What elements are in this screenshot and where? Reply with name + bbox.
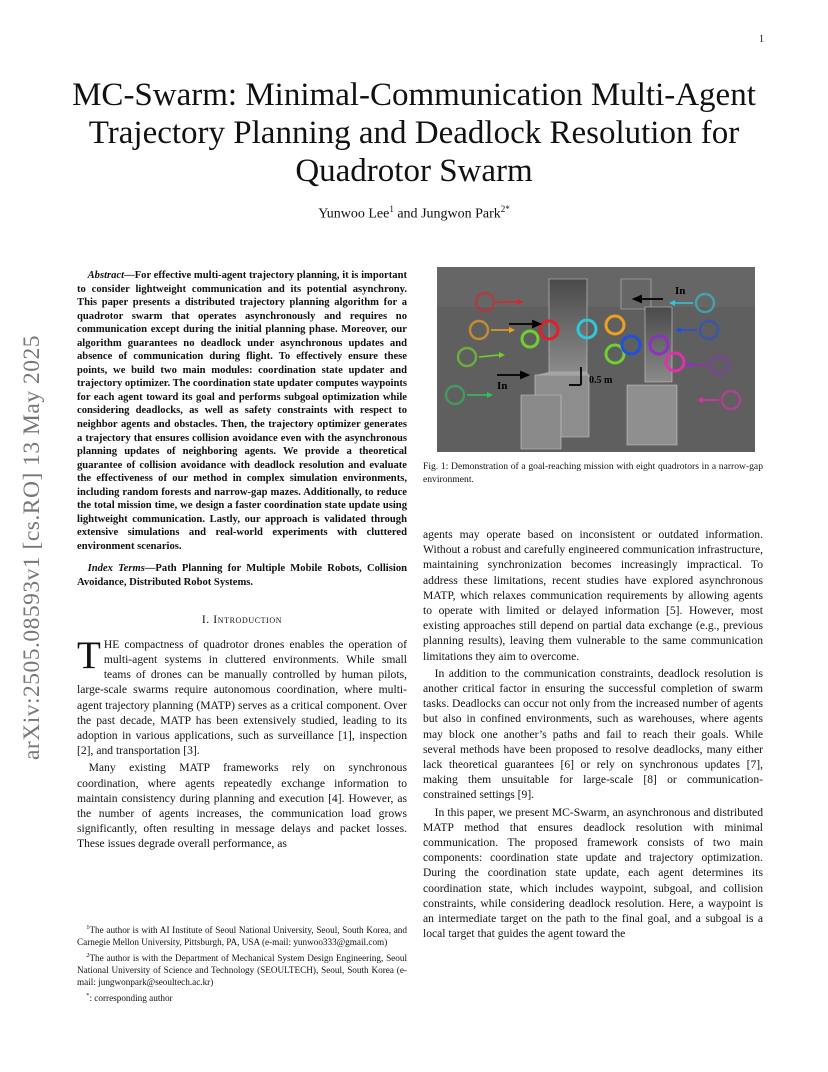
abstract-label: Abstract (87, 270, 125, 281)
figure-caption: Fig. 1: Demonstration of a goal-reaching mission with eight quadrotors in a narrow-gap environment. (423, 461, 763, 485)
drop-cap: T (77, 633, 101, 677)
footnote-text: The author is with AI Institute of Seoul National University, Seoul, South Korea, and Carnegie Mellon University, Pittsburgh, PA, USA (e-mail: yunwoo333@gmail.com) (77, 925, 407, 947)
body-paragraph: In this paper, we present MC-Swarm, an asynchronous and distributed MATP method that ensures deadlock resolution with minimal communication. The proposed framework consists of two main components: coordination state update and trajectory optimization. During the coordination state update, each agent determines its coordination state, which includes waypoint, subgoal, and collision constraints, while considering deadlock resolution. Here, a waypoint is an intermediate target on the path to the final goal, and a subgoal is a local target that guides the agent toward the (423, 805, 763, 941)
author-affiliation-mark: 2* (500, 204, 510, 214)
body-paragraph: In addition to the communication constraints, deadlock resolution is another critical factor in ensuring the successful completion of swarm tasks. Deadlocks can occur not only from the increased number of agents but also in confined environments, such as warehouses, where agents may block one another’s paths and fail to reach their goals. While several methods have been proposed to resolve deadlocks, many either lack theoretical guarantees [6] or rely on synchronous updates [7], making them unsuitable for large-scale [8] or communication-constrained settings [9]. (423, 666, 763, 802)
obstacle-box (521, 395, 561, 449)
author-connector: and (393, 206, 422, 222)
abstract (77, 269, 407, 553)
footnote (77, 950, 407, 988)
footnote-mark: 2 (86, 952, 90, 960)
figure-label-in: In (497, 380, 508, 392)
author-line (0, 204, 828, 223)
paper-title: MC-Swarm: Minimal-Communication Multi-Agent Trajectory Planning and Deadlock Resolution for Quadrotor Swarm (72, 77, 756, 189)
footnote-text: : corresponding author (89, 993, 173, 1004)
author-affiliation-mark: 1 (389, 204, 394, 214)
figure-label-in: In (675, 285, 686, 297)
footnote (77, 922, 407, 948)
intro-paragraph-text: HE compactness of quadrotor drones enables the operation of multi-agent systems in cluttered environments. While small teams of drones can be manually controlled by human pilots, large-scale swarms require autonomous coordination, where multi-agent trajectory planning (MATP) serves as a critical component. Over the past decade, MATP has been extensively studied, leading to its adoption in various applications, such as surveillance [1], inspection [2], and transportation [3]. (77, 637, 407, 758)
index-terms (77, 562, 407, 589)
figure-1-illustration (437, 267, 755, 452)
body-paragraph: agents may operate based on inconsistent or outdated information. Without a robust and carefully engineered communication infrastructure, maintaining synchronization becomes increasingly impractical. To address these limitations, recent studies have explored asynchronous MATP, which relaxes communication requirements by allowing agents to operate with limited or delayed information [5]. However, most existing approaches still depend on partial data exchange (e.g., previous planning results), leaving them vulnerable to the same communication limitations they aim to overcome. (423, 528, 763, 663)
author-name: Yunwoo Lee (318, 206, 390, 222)
abstract-text: —For effective multi-agent trajectory planning, it is important to consider lightweight communication and its potential asynchrony. This paper presents a distributed trajectory planning algorithm for a quadrotor swarm that operates asynchronously and requires no communication except during the initial planning phase. Moreover, our algorithm guarantees no deadlock under asynchronous updates and absence of communication during flight. To effectively ensure these points, we build two main modules: coordination state updater and trajectory optimizer. The coordination state updater computes waypoints for each agent toward its goal and performs subgoal optimization while considering deadlocks, as well as safety constraints with respect to neighbor agents and obstacles. Then, the trajectory optimizer generates a trajectory that ensures collision avoidance even with the asynchronous planning updates of neighboring agents. We provide a theoretical guarantee of collision avoidance with deadlock resolution and evaluate the effectiveness of our method in complex simulation environments, including random forests and narrow-gap mazes. Additionally, to reduce the total mission time, we design a faster coordination state update using lightweight communication. Lastly, our approach is validated through extensive simulations and real-world experiments with cluttered environment scenarios. (77, 270, 407, 552)
footnote-mark: 1 (86, 924, 90, 931)
figure-1 (437, 267, 755, 452)
index-terms-label: Index Terms (87, 563, 145, 575)
figure-label-distance: 0.5 m (589, 375, 613, 386)
page-number: 1 (759, 34, 764, 45)
index-terms-text: —Path Planning for Multiple Mobile Robots, Collision Avoidance, Distributed Robot Systems. (77, 563, 408, 589)
author-name: Jungwon Park (421, 206, 501, 222)
back-wall (437, 267, 755, 307)
footnote-mark: * (86, 992, 90, 1000)
intro-paragraph (77, 633, 407, 759)
footnote-text: The author is with the Department of Mechanical System Design Engineering, Seoul National University of Science and Technology (SEOULTECH), Seoul, South Korea (e-mail: jungwonpark@seoultech.ac.kr) (77, 953, 407, 987)
section-heading: I. Introduction (201, 612, 283, 626)
footnote (77, 990, 407, 1005)
arxiv-identifier: arXiv:2505.08593v1 [cs.RO] 13 May 2025 (19, 335, 45, 760)
intro-paragraph: Many existing MATP frameworks rely on synchronous coordination, where agents repeatedly exchange information to maintain consistency during planning and execution [4]. However, as the number of agents increases, the communication load grows significantly, often resulting in message delays and packet losses. These issues degrade overall performance, as (77, 761, 407, 851)
right-column (423, 527, 763, 941)
left-column (77, 269, 407, 852)
footnotes (77, 922, 407, 1005)
